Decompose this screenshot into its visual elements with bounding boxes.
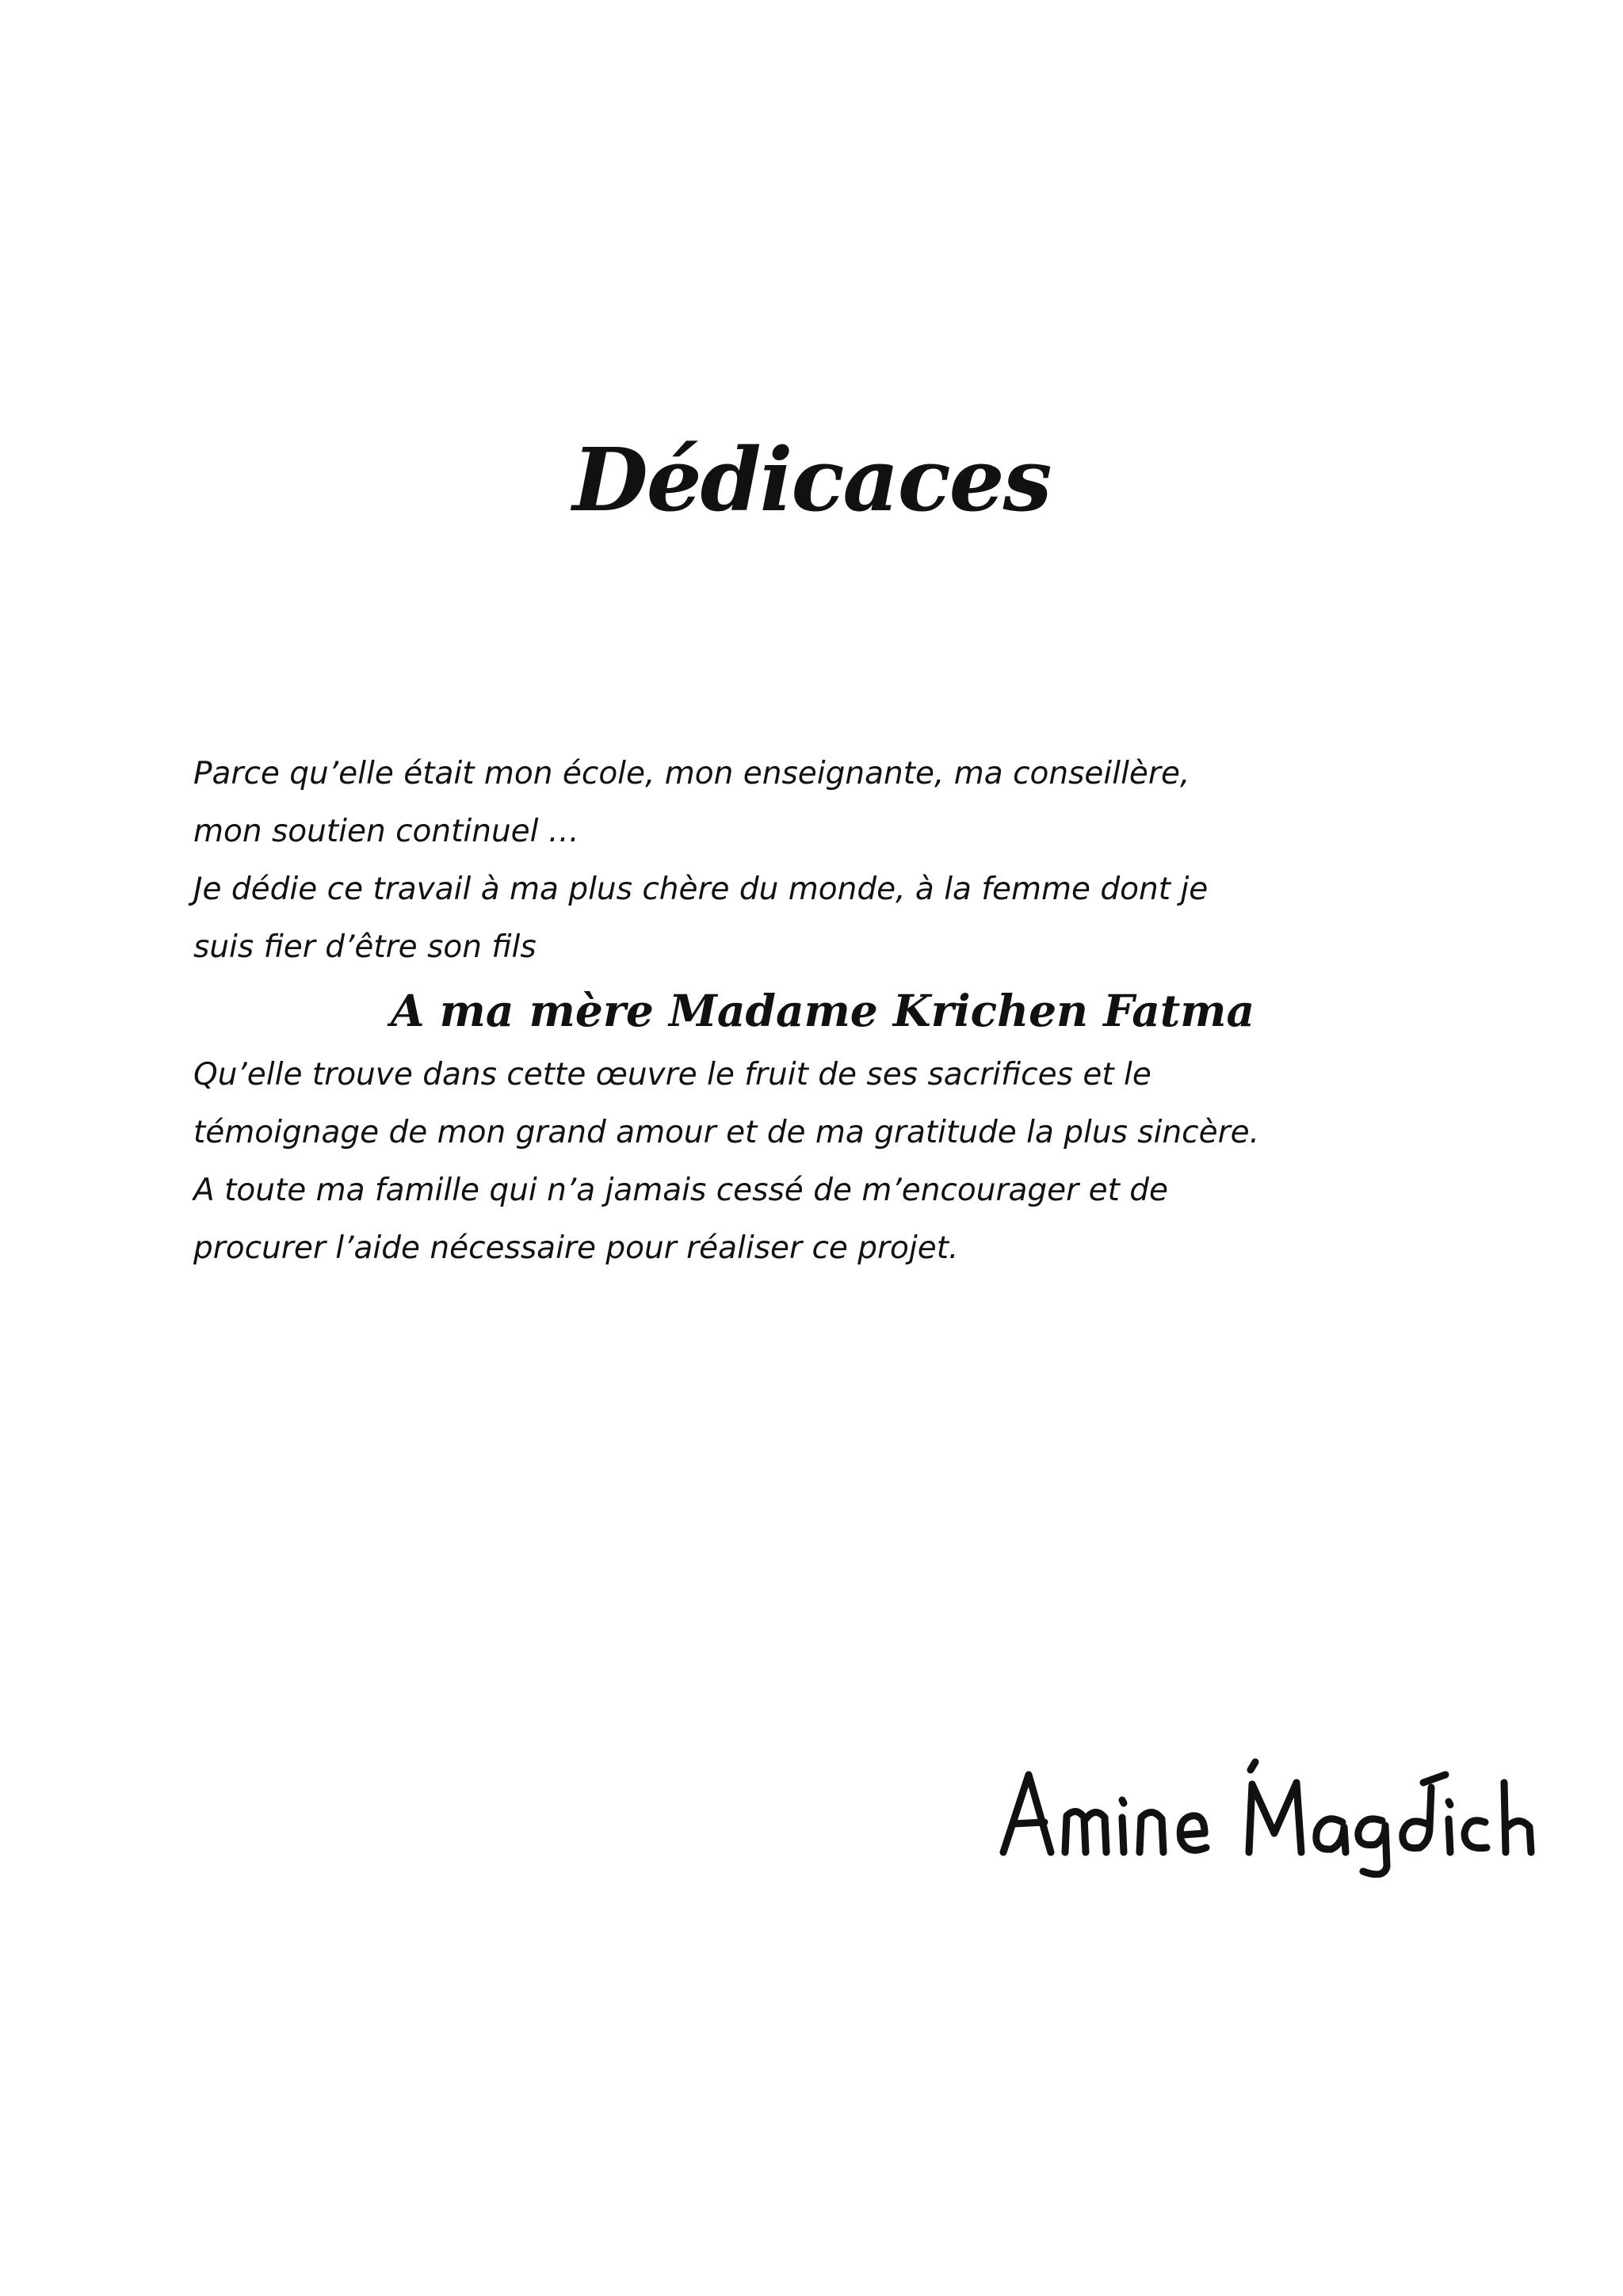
closing-line: témoignage de mon grand amour et de ma gratitude la plus sincère. xyxy=(193,1115,1260,1150)
paragraph-line: suis fier d’être son fils xyxy=(193,929,537,965)
dedication-text-block xyxy=(193,745,1430,1277)
paragraph-line: mon soutien continuel … xyxy=(193,814,579,849)
paragraph-line: Je dédie ce travail à ma plus chère du monde, à la femme dont je xyxy=(193,871,1209,907)
paragraph-line: Parce qu’elle était mon école, mon enseignante, ma conseillère, xyxy=(193,756,1190,791)
signature xyxy=(989,1751,1544,1878)
dedication-heading: A ma mère Madame Krichen Fatma xyxy=(390,985,1255,1036)
closing-line: Qu’elle trouve dans cette œuvre le fruit de ses sacrifices et le xyxy=(193,1057,1151,1093)
page-title: Dédicaces xyxy=(572,429,1051,531)
signature-drawing xyxy=(989,1751,1544,1878)
closing-line: A toute ma famille qui n’a jamais cessé de m’encourager et de xyxy=(193,1173,1169,1208)
closing-line: procurer l’aide nécessaire pour réaliser ce projet. xyxy=(193,1230,959,1266)
